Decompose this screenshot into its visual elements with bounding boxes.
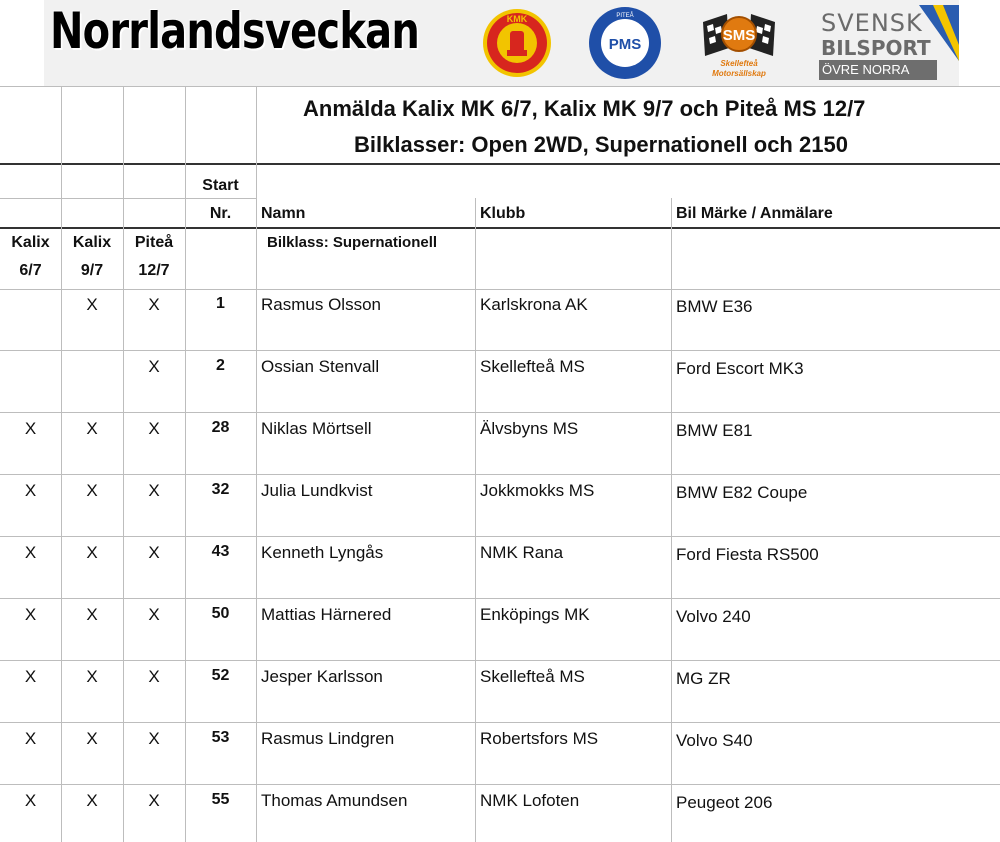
cell-kalix-6-7: X (24, 481, 37, 500)
cell-bil: Volvo S40 (676, 731, 753, 750)
cell-pitea-12-7: X (148, 357, 160, 376)
cell-klubb: Jokkmokks MS (480, 481, 595, 500)
cell-start-nr: 52 (211, 667, 230, 684)
header-pitea-12-7: Piteå (134, 234, 174, 251)
pms-logo (587, 5, 663, 81)
header-bil: Bil Märke / Anmälare (676, 205, 833, 222)
cell-start-nr: 43 (211, 543, 230, 560)
svensk-bilsport-logo (819, 5, 959, 81)
cell-namn: Mattias Härnered (261, 605, 392, 624)
cell-bil: Ford Escort MK3 (676, 359, 804, 378)
page-title: Anmälda Kalix MK 6/7, Kalix MK 9/7 och Piteå MS 12/7 (303, 96, 866, 121)
cell-start-nr: 32 (211, 481, 230, 498)
kmk-logo-text: KMK (506, 14, 528, 24)
cell-namn: Julia Lundkvist (261, 481, 373, 500)
cell-klubb: Enköpings MK (480, 605, 590, 624)
cell-kalix-9-7: X (86, 729, 98, 748)
bilsport-line3: ÖVRE NORRA (819, 60, 937, 80)
cell-klubb: Skellefteå MS (480, 667, 585, 686)
grid-line (0, 350, 1000, 351)
cell-kalix-9-7: X (86, 419, 98, 438)
cell-start-nr: 28 (211, 419, 230, 436)
grid-line (0, 412, 1000, 413)
cell-klubb: NMK Rana (480, 543, 564, 562)
cell-bil: BMW E36 (676, 297, 753, 316)
sms-logo (697, 4, 781, 82)
cell-namn: Niklas Mörtsell (261, 419, 372, 438)
svg-text:Motorsällskap: Motorsällskap (712, 69, 766, 78)
header-pitea-12-7-date: 12/7 (138, 262, 170, 279)
cell-kalix-9-7: X (86, 605, 98, 624)
cell-klubb: Älvsbyns MS (480, 419, 579, 438)
cell-kalix-9-7: X (86, 667, 98, 686)
cell-kalix-9-7: X (86, 295, 98, 314)
cell-pitea-12-7: X (148, 419, 160, 438)
cell-klubb: Robertsfors MS (480, 729, 599, 748)
header-klubb: Klubb (480, 205, 526, 222)
grid-line (0, 598, 1000, 599)
header-kalix-9-7-date: 9/7 (80, 262, 104, 279)
cell-namn: Rasmus Olsson (261, 295, 381, 314)
header-kalix-6-7-date: 6/7 (19, 262, 42, 279)
cell-kalix-6-7: X (24, 605, 37, 624)
header-nr: Nr. (209, 205, 232, 222)
kmk-logo (481, 3, 553, 83)
header-start: Start (202, 177, 239, 194)
grid-line (0, 660, 1000, 661)
cell-klubb: Karlskrona AK (480, 295, 588, 314)
cell-kalix-9-7: X (86, 791, 98, 810)
grid-line (0, 722, 1000, 723)
grid-line (0, 536, 1000, 537)
pms-logo-text: PMS (608, 36, 642, 53)
cell-kalix-6-7: X (24, 419, 37, 438)
grid-line (0, 86, 1000, 87)
cell-bil: Peugeot 206 (676, 793, 773, 812)
cell-kalix-6-7: X (24, 667, 37, 686)
cell-pitea-12-7: X (148, 295, 160, 314)
cell-bil: BMW E82 Coupe (676, 483, 808, 502)
svg-text:Skellefteå: Skellefteå (720, 59, 758, 68)
cell-namn: Ossian Stenvall (261, 357, 380, 376)
cell-start-nr: 2 (216, 357, 225, 374)
cell-start-nr: 55 (211, 791, 230, 808)
grid-line (475, 198, 476, 842)
cell-kalix-6-7: X (24, 543, 37, 562)
cell-pitea-12-7: X (148, 791, 160, 810)
cell-kalix-6-7: X (24, 729, 37, 748)
cell-kalix-6-7: X (24, 791, 37, 810)
cell-pitea-12-7: X (148, 605, 160, 624)
cell-klubb: NMK Lofoten (480, 791, 580, 810)
grid-line (0, 163, 1000, 165)
cell-start-nr: 53 (211, 729, 230, 746)
cell-bil: BMW E81 (676, 421, 753, 440)
grid-line (0, 227, 1000, 229)
grid-line (0, 784, 1000, 785)
cell-pitea-12-7: X (148, 667, 160, 686)
cell-bil: MG ZR (676, 669, 731, 688)
header-banner (44, 0, 959, 86)
header-kalix-6-7: Kalix (11, 234, 50, 251)
cell-kalix-9-7: X (86, 481, 98, 500)
cell-namn: Kenneth Lyngås (261, 543, 384, 562)
cell-pitea-12-7: X (148, 481, 160, 500)
cell-kalix-9-7: X (86, 543, 98, 562)
brand-title: Norrlandsveckan (50, 2, 420, 60)
cell-pitea-12-7: X (148, 729, 160, 748)
bilsport-line2: BILSPORT (821, 36, 931, 60)
header-kalix-9-7: Kalix (72, 234, 112, 251)
class-label: Bilklass: Supernationell (267, 234, 438, 251)
cell-namn: Thomas Amundsen (261, 791, 408, 810)
grid-line (671, 198, 672, 842)
cell-pitea-12-7: X (148, 543, 160, 562)
cell-namn: Jesper Karlsson (261, 667, 383, 686)
grid-line (256, 86, 257, 842)
sms-logo-text: SMS (722, 27, 756, 44)
cell-klubb: Skellefteå MS (480, 357, 585, 376)
grid-line (0, 474, 1000, 475)
cell-start-nr: 1 (216, 295, 225, 312)
page-subtitle: Bilklasser: Open 2WD, Supernationell och 2150 (354, 132, 848, 157)
svg-text:PITEÅ: PITEÅ (616, 13, 634, 19)
cell-bil: Ford Fiesta RS500 (676, 545, 819, 564)
grid-line (0, 198, 256, 199)
cell-bil: Volvo 240 (676, 607, 751, 626)
header-namn: Namn (261, 205, 306, 222)
bilsport-line1: SVENSK (821, 9, 923, 37)
cell-start-nr: 50 (211, 605, 230, 622)
grid-line (0, 289, 1000, 290)
cell-namn: Rasmus Lindgren (261, 729, 395, 748)
